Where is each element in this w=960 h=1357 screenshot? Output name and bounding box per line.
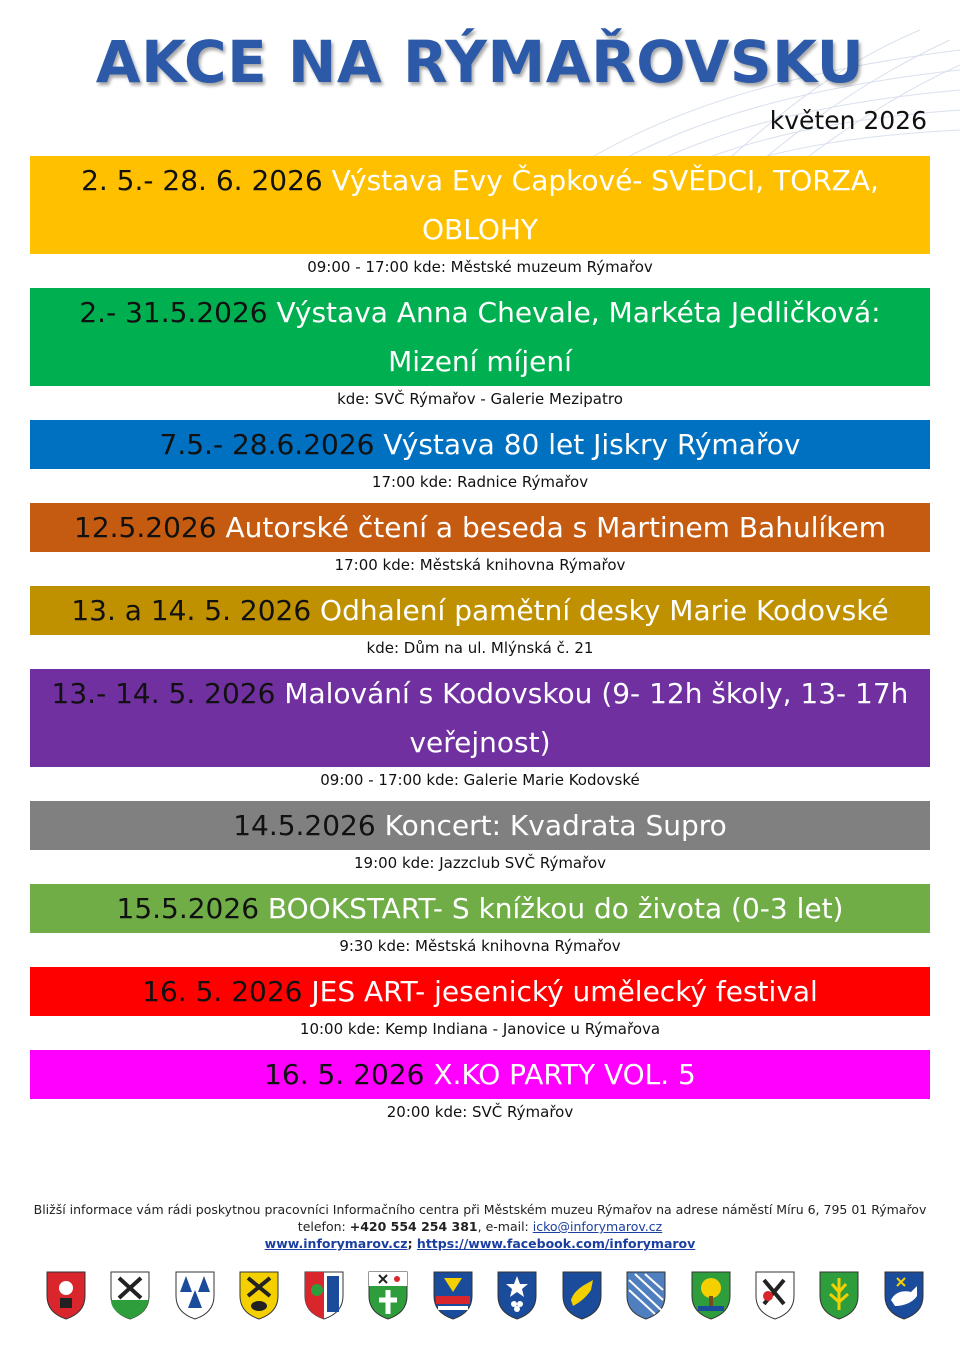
event-name: Výstava Anna Chevale, Markéta Jedličková: Mizení míjení — [276, 296, 881, 378]
event-bar — [30, 420, 930, 469]
crest-1-icon — [45, 1270, 87, 1320]
event-bar — [30, 801, 930, 850]
event-date: 16. 5. 2026 — [264, 1058, 425, 1091]
event-bar — [30, 669, 930, 767]
event-item — [30, 1050, 930, 1133]
event-date: 16. 5. 2026 — [142, 975, 303, 1008]
event-item — [30, 156, 930, 288]
crest-7-icon — [432, 1270, 474, 1320]
event-name: Koncert: Kvadrata Supro — [384, 809, 727, 842]
crest-10-icon — [625, 1270, 667, 1320]
event-date: 14.5.2026 — [233, 809, 376, 842]
footer-contact-line — [0, 1218, 960, 1235]
event-bar — [30, 1050, 930, 1099]
event-date: 13. a 14. 5. 2026 — [71, 594, 312, 627]
event-item — [30, 503, 930, 586]
event-info: 09:00 - 17:00 kde: Městské muzeum Rýmařov — [307, 258, 653, 276]
event-info: 09:00 - 17:00 kde: Galerie Marie Kodovské — [320, 771, 640, 789]
event-info: 9:30 kde: Městská knihovna Rýmařov — [339, 937, 621, 955]
event-date: 15.5.2026 — [116, 892, 260, 925]
phone-label: telefon: — [297, 1219, 350, 1234]
event-bar — [30, 288, 930, 386]
crest-2-icon — [109, 1270, 151, 1320]
crest-12-icon — [754, 1270, 796, 1320]
event-date: 13.- 14. 5. 2026 — [51, 677, 276, 710]
event-item — [30, 669, 930, 801]
crest-11-icon — [690, 1270, 732, 1320]
footer-info-text: Bližší informace vám rádi poskytnou pracovníci Informačního centra při Městském muzeu Rýmařov na adrese náměstí Míru 6, 795 01 Rýmařov — [33, 1202, 927, 1217]
event-info: 17:00 kde: Městská knihovna Rýmařov — [334, 556, 626, 574]
event-name: JES ART- jesenický umělecký festival — [311, 975, 818, 1008]
event-info: 17:00 kde: Radnice Rýmařov — [371, 473, 589, 491]
facebook-link[interactable]: https://www.facebook.com/inforymarov — [416, 1236, 696, 1251]
event-date: 2.- 31.5.2026 — [79, 296, 268, 329]
crest-9-icon — [561, 1270, 603, 1320]
event-item — [30, 801, 930, 884]
crest-3-icon — [174, 1270, 216, 1320]
crest-6-icon — [367, 1270, 409, 1320]
event-date: 12.5.2026 — [74, 511, 217, 544]
crest-14-icon — [883, 1270, 925, 1320]
crest-13-icon — [818, 1270, 860, 1320]
event-date: 2. 5.- 28. 6. 2026 — [81, 164, 323, 197]
crest-4-icon — [238, 1270, 280, 1320]
event-name: X.KO PARTY VOL. 5 — [433, 1058, 696, 1091]
event-name: Autorské čtení a beseda s Martinem Bahulíkem — [225, 511, 886, 544]
event-date: 7.5.- 28.6.2026 — [159, 428, 375, 461]
crest-5-icon — [303, 1270, 345, 1320]
event-item — [30, 967, 930, 1050]
event-item — [30, 288, 930, 420]
page-title: AKCE NA RÝMAŘOVSKU — [95, 28, 865, 96]
event-name: BOOKSTART- S knížkou do života (0-3 let) — [267, 892, 844, 925]
event-bar — [30, 503, 930, 552]
event-bar — [30, 156, 930, 254]
website-link[interactable]: www.inforymarov.cz — [264, 1236, 408, 1251]
phone-number: +420 554 254 381 — [349, 1219, 478, 1234]
event-info: 19:00 kde: Jazzclub SVČ Rýmařov — [353, 854, 607, 872]
event-name: Výstava Evy Čapkové- SVĚDCI, TORZA, OBLOHY — [331, 164, 879, 246]
event-info: kde: Dům na ul. Mlýnská č. 21 — [366, 639, 594, 657]
event-name: Odhalení pamětní desky Marie Kodovské — [320, 594, 889, 627]
event-item — [30, 884, 930, 967]
event-list — [30, 156, 930, 1133]
event-info: 10:00 kde: Kemp Indiana - Janovice u Rýmařova — [299, 1020, 661, 1038]
municipality-crests — [45, 1270, 925, 1320]
event-item — [30, 586, 930, 669]
email-label: , e-mail: — [477, 1219, 533, 1234]
email-link[interactable]: icko@inforymarov.cz — [532, 1219, 663, 1234]
event-info: kde: SVČ Rýmařov - Galerie Mezipatro — [337, 390, 623, 408]
footer — [0, 1201, 960, 1252]
month-label: květen 2026 — [769, 106, 927, 135]
event-bar — [30, 884, 930, 933]
event-bar — [30, 586, 930, 635]
event-name: Výstava 80 let Jiskry Rýmařov — [383, 428, 801, 461]
event-info: 20:00 kde: SVČ Rýmařov — [386, 1103, 574, 1121]
crest-8-icon — [496, 1270, 538, 1320]
event-name: Malování s Kodovskou (9- 12h školy, 13- 17h veřejnost) — [284, 677, 909, 759]
event-item — [30, 420, 930, 503]
link-separator: ; — [407, 1236, 417, 1251]
event-bar — [30, 967, 930, 1016]
footer-links-line — [0, 1235, 960, 1252]
